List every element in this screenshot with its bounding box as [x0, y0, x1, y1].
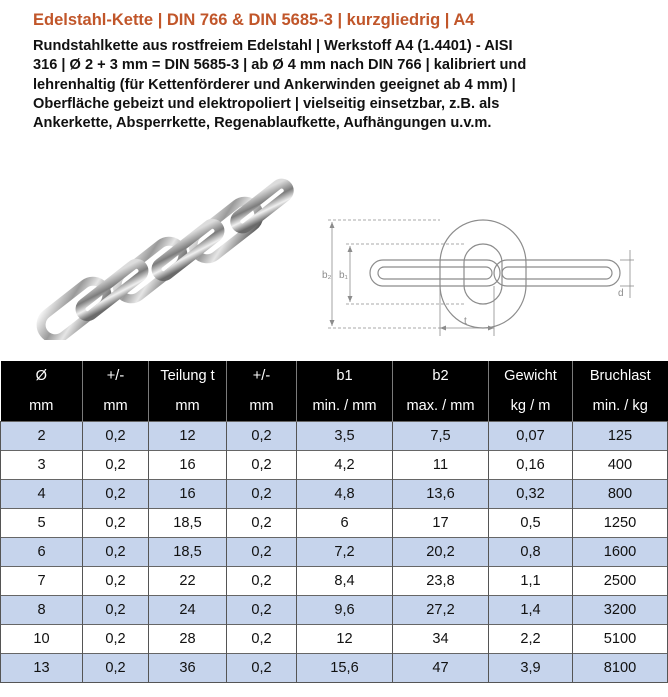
table-row	[1, 480, 668, 509]
table-cell: 16	[149, 480, 227, 509]
table-cell: 18,5	[149, 538, 227, 567]
column-unit: kg / m	[489, 391, 573, 422]
chain-photo	[30, 160, 302, 340]
diagram-link-right	[494, 260, 620, 286]
table-cell: 0,32	[489, 480, 573, 509]
table-cell: 28	[149, 625, 227, 654]
column-header: +/-	[227, 361, 297, 391]
table-cell: 12	[149, 422, 227, 451]
table-cell: 800	[573, 480, 668, 509]
table-cell: 2,2	[489, 625, 573, 654]
column-unit: mm	[1, 391, 83, 422]
table-cell: 13	[1, 654, 83, 683]
column-header: Ø	[1, 361, 83, 391]
diagram-link-inner	[464, 244, 502, 304]
table-cell: 0,2	[83, 509, 149, 538]
table-cell: 22	[149, 567, 227, 596]
table-cell: 20,2	[393, 538, 489, 567]
table-cell: 2	[1, 422, 83, 451]
table-cell: 0,2	[83, 654, 149, 683]
chain-dimension-diagram	[318, 214, 638, 338]
table-cell: 3200	[573, 596, 668, 625]
table-cell: 15,6	[297, 654, 393, 683]
table-cell: 0,2	[227, 596, 297, 625]
column-header: Bruchlast	[573, 361, 668, 391]
table-cell: 17	[393, 509, 489, 538]
table-row	[1, 596, 668, 625]
column-header: b1	[297, 361, 393, 391]
product-description	[33, 37, 663, 133]
description-line: 316 | Ø 2 + 3 mm = DIN 5685-3 | ab Ø 4 mm nach DIN 766 | kalibriert und	[33, 57, 527, 74]
table-row	[1, 422, 668, 451]
table-cell: 11	[393, 451, 489, 480]
table-cell: 4	[1, 480, 83, 509]
table-cell: 18,5	[149, 509, 227, 538]
table-cell: 7,2	[297, 538, 393, 567]
table-cell: 8	[1, 596, 83, 625]
table-cell: 1600	[573, 538, 668, 567]
table-cell: 23,8	[393, 567, 489, 596]
table-cell: 0,2	[227, 509, 297, 538]
table-row	[1, 625, 668, 654]
diagram-label-b1: b₁	[339, 270, 348, 281]
table-cell: 0,2	[227, 422, 297, 451]
table-row	[1, 654, 668, 683]
table-cell: 6	[297, 509, 393, 538]
table-cell: 0,2	[227, 451, 297, 480]
table-cell: 1250	[573, 509, 668, 538]
table-cell: 0,2	[83, 451, 149, 480]
column-header: Teilung t	[149, 361, 227, 391]
table-cell: 0,2	[83, 596, 149, 625]
table-row	[1, 538, 668, 567]
page-title: Edelstahl-Kette | DIN 766 & DIN 5685-3 | kurzgliedrig | A4	[33, 11, 475, 29]
column-unit: mm	[227, 391, 297, 422]
table-cell: 4,2	[297, 451, 393, 480]
table-cell: 0,2	[83, 538, 149, 567]
spec-table-body	[1, 422, 668, 683]
column-unit: mm	[149, 391, 227, 422]
diagram-link-left-inner	[378, 267, 492, 279]
table-header-row	[1, 361, 668, 391]
table-cell: 3,9	[489, 654, 573, 683]
table-cell: 7,5	[393, 422, 489, 451]
diagram-label-t: t	[464, 316, 467, 327]
table-cell: 5100	[573, 625, 668, 654]
column-unit: mm	[83, 391, 149, 422]
table-cell: 2500	[573, 567, 668, 596]
column-unit: min. / mm	[297, 391, 393, 422]
table-cell: 0,2	[83, 422, 149, 451]
table-row	[1, 509, 668, 538]
table-cell: 8,4	[297, 567, 393, 596]
table-cell: 12	[297, 625, 393, 654]
table-cell: 10	[1, 625, 83, 654]
description-line: Rundstahlkette aus rostfreiem Edelstahl | Werkstoff A4 (1.4401) - AISI	[33, 38, 513, 54]
table-cell: 9,6	[297, 596, 393, 625]
table-cell: 8100	[573, 654, 668, 683]
table-cell: 47	[393, 654, 489, 683]
diagram-link-left	[370, 260, 500, 286]
table-cell: 0,2	[227, 538, 297, 567]
table-cell: 0,2	[83, 625, 149, 654]
column-header: Gewicht	[489, 361, 573, 391]
diagram-label-b2: b₂	[322, 270, 332, 281]
table-row	[1, 567, 668, 596]
table-cell: 24	[149, 596, 227, 625]
table-cell: 0,5	[489, 509, 573, 538]
table-cell: 0,2	[227, 567, 297, 596]
table-cell: 1,4	[489, 596, 573, 625]
table-row	[1, 451, 668, 480]
diagram-label-d: d	[618, 288, 624, 299]
table-cell: 0,07	[489, 422, 573, 451]
diagram-link-right-inner	[502, 267, 612, 279]
column-header: +/-	[83, 361, 149, 391]
diagram-link-outer	[440, 220, 526, 328]
table-cell: 36	[149, 654, 227, 683]
table-header-units-row	[1, 391, 668, 422]
table-cell: 3,5	[297, 422, 393, 451]
table-cell: 125	[573, 422, 668, 451]
table-cell: 0,8	[489, 538, 573, 567]
description-line: Ankerkette, Absperrkette, Regenablaufkette, Aufhängungen u.v.m.	[33, 115, 492, 132]
table-cell: 27,2	[393, 596, 489, 625]
table-cell: 0,2	[227, 480, 297, 509]
table-cell: 1,1	[489, 567, 573, 596]
table-cell: 0,2	[227, 625, 297, 654]
table-cell: 6	[1, 538, 83, 567]
description-line: Oberfläche gebeizt und elektropoliert | vielseitig einsetzbar, z.B. als	[33, 95, 500, 112]
column-header: b2	[393, 361, 489, 391]
table-cell: 0,16	[489, 451, 573, 480]
column-unit: max. / mm	[393, 391, 489, 422]
chain-link	[154, 221, 223, 279]
table-cell: 0,2	[83, 567, 149, 596]
table-cell: 16	[149, 451, 227, 480]
table-cell: 5	[1, 509, 83, 538]
table-cell: 7	[1, 567, 83, 596]
table-cell: 0,2	[83, 480, 149, 509]
table-cell: 3	[1, 451, 83, 480]
chain-link	[78, 261, 147, 319]
table-cell: 400	[573, 451, 668, 480]
column-unit: min. / kg	[573, 391, 668, 422]
description-line: lehrenhaltig (für Kettenförderer und Ankerwinden geeignet ab 4 mm) |	[33, 76, 516, 93]
spec-table	[0, 361, 668, 683]
table-cell: 0,2	[227, 654, 297, 683]
table-cell: 4,8	[297, 480, 393, 509]
table-cell: 34	[393, 625, 489, 654]
table-cell: 13,6	[393, 480, 489, 509]
